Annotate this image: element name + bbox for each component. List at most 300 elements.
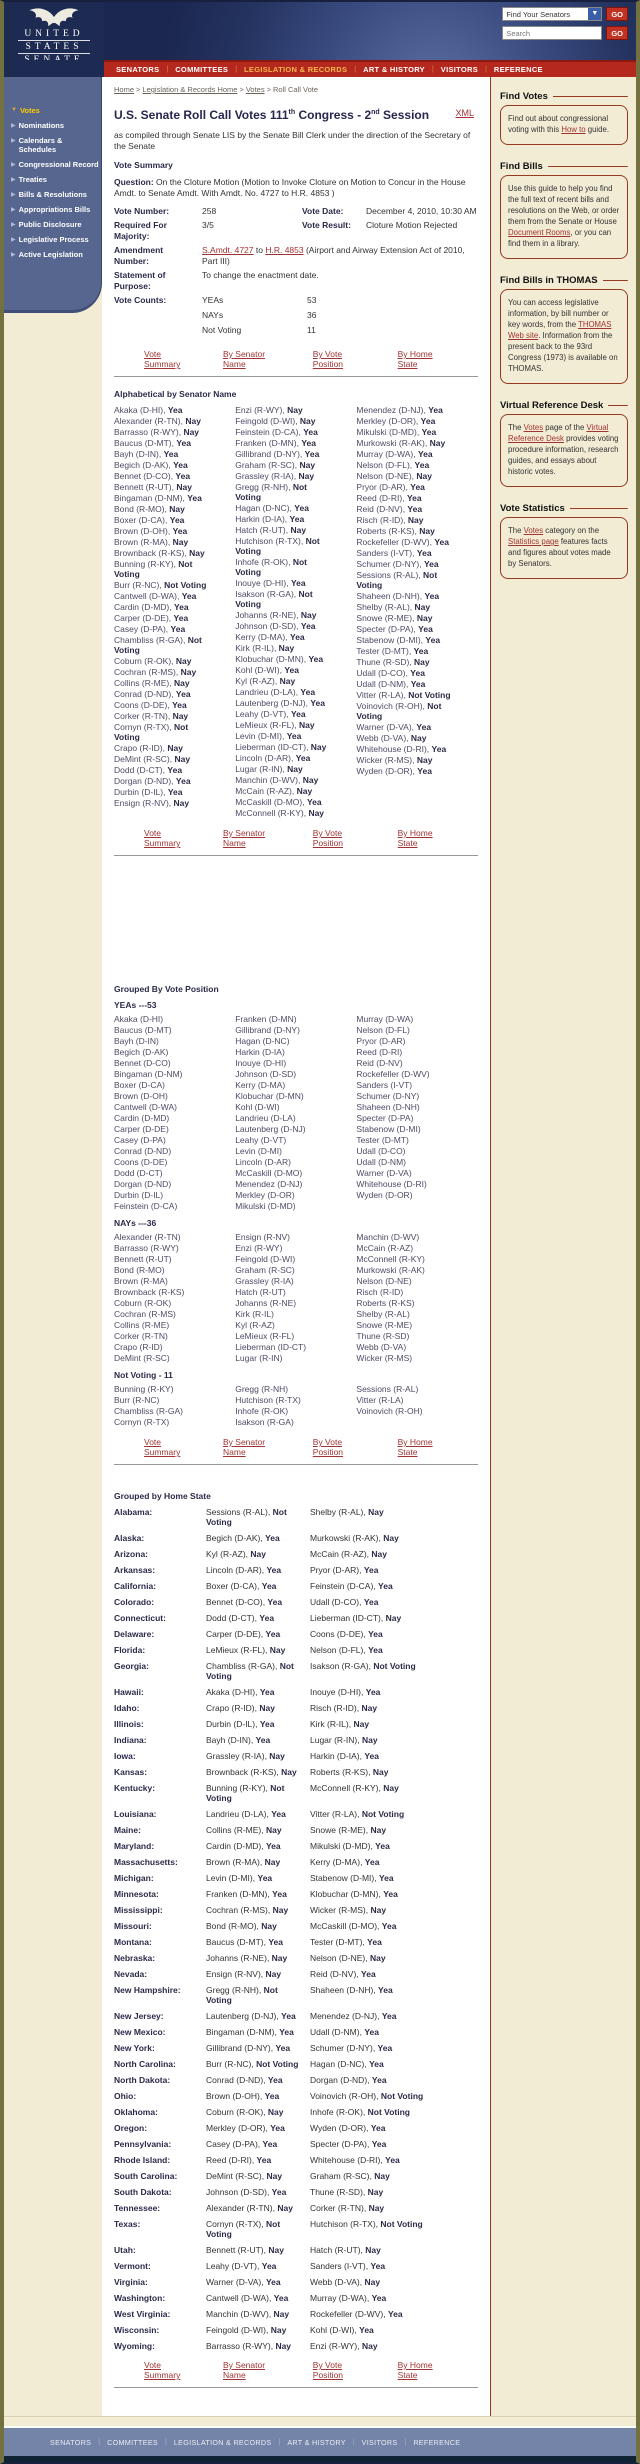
senator-name-entry: Webb (D-VA) (356, 1342, 407, 1352)
senator-vote-entry: Thune (R-SD), Nay (310, 2187, 384, 2197)
sidebar-box-title: Find Votes (500, 91, 628, 102)
state-label: Wisconsin: (114, 2325, 160, 2335)
senator-vote-entry: Johanns (R-NE), Nay (206, 1953, 288, 1963)
senator-vote-entry: Whitehouse (D-RI), Yea (356, 744, 447, 754)
senator-name-entry: Brownback (R-KS) (114, 1287, 185, 1297)
state-row (114, 1581, 478, 1591)
state-row (114, 1735, 478, 1745)
text-link[interactable]: How to (561, 125, 586, 134)
vote-count-row: NAYs 36 (202, 310, 317, 320)
senator-name-entry: Ensign (R-NV) (235, 1232, 290, 1242)
senator-vote-entry: Johnson (D-SD), Yea (235, 621, 316, 631)
sidebar-item-legislative-process[interactable] (4, 232, 101, 247)
senator-name-entry: Graham (R-SC) (235, 1265, 295, 1275)
senator-vote-entry: Durbin (D-IL), Yea (114, 787, 183, 797)
senator-name-entry: Cornyn (R-TX) (114, 1417, 170, 1427)
chevron-down-icon[interactable]: ▼ (588, 8, 601, 20)
senator-vote-entry: Johnson (D-SD), Yea (206, 2187, 287, 2197)
vote-date-value: December 4, 2010, 10:30 AM (366, 206, 477, 216)
vote-view-link-by-vote-position[interactable]: By Vote Position (312, 828, 344, 848)
sidebar-box-text (508, 297, 621, 374)
senator-vote-entry: Vitter (R-LA), Not Voting (356, 690, 451, 700)
sidebar-item-nominations[interactable] (4, 118, 101, 133)
vote-view-link-by-senator-name[interactable]: By Senator Name (223, 1437, 266, 1457)
senator-vote-entry: Bayh (D-IN), Yea (206, 1735, 271, 1745)
senator-name-entry: Kyl (R-AZ) (235, 1320, 275, 1330)
senator-vote-entry: Chambliss (R-GA), Not Voting (114, 635, 202, 655)
senator-vote-entry: Bennett (R-UT), Nay (206, 2245, 284, 2255)
senator-name-entry: Bennett (R-UT) (114, 1254, 172, 1264)
sidebar-item-active-legislation[interactable] (4, 247, 101, 262)
find-your-senators-select[interactable] (502, 7, 602, 21)
state-row (114, 1985, 478, 2005)
state-row (114, 1629, 478, 1639)
state-label: Kansas: (114, 1767, 148, 1777)
senator-vote-entry: Baucus (D-MT), Yea (114, 438, 192, 448)
senator-vote-entry: Corker (R-TN), Nay (310, 2203, 385, 2213)
nav-separator: | (404, 2438, 407, 2446)
senator-name-entry: Lincoln (D-AR) (235, 1157, 291, 1167)
senator-vote-entry: Wyden (D-OR), Yea (356, 766, 432, 776)
state-label: Idaho: (114, 1703, 140, 1713)
senator-name-entry: Bunning (R-KY) (114, 1384, 174, 1394)
footer-nav (4, 2426, 636, 2456)
chevron-right-icon: ▶ (11, 252, 16, 258)
senator-vote-entry: Hutchison (R-TX), Not Voting (235, 536, 320, 556)
chevron-right-icon: ▶ (11, 177, 16, 183)
vote-number-value: 258 (202, 206, 217, 216)
state-label: Oregon: (114, 2123, 148, 2133)
senator-vote-entry: Dodd (D-CT), Yea (206, 1613, 275, 1623)
state-row (114, 1533, 478, 1543)
senator-vote-entry: Ensign (R-NV), Nay (206, 1969, 282, 1979)
state-row (114, 1905, 478, 1915)
not-voting-list (114, 1384, 478, 1428)
senator-vote-entry: Kerry (D-MA), Yea (235, 632, 305, 642)
senator-vote-entry: Coburn (R-OK), Nay (114, 656, 192, 666)
state-label: Wyoming: (114, 2341, 155, 2351)
senator-name-entry: Udall (D-CO) (356, 1146, 406, 1156)
text-link[interactable]: Votes (523, 526, 544, 535)
nav-item-senators[interactable]: SENATORS (50, 2437, 92, 2447)
senator-vote-entry: Bennett (R-UT), Nay (114, 482, 192, 492)
nav-separator: | (485, 66, 487, 73)
breadcrumb-item: Roll Call Vote (273, 85, 319, 94)
amendment-number-value (202, 245, 478, 267)
nav-item-art-history[interactable]: ART & HISTORY (287, 2437, 346, 2447)
senator-vote-entry: Levin (D-MI), Yea (235, 731, 302, 741)
vote-count-row: YEAs 53 (202, 295, 317, 305)
senator-vote-entry: McCaskill (D-MO), Yea (235, 797, 322, 807)
senator-vote-entry: Isakson (R-GA), Not Voting (310, 1661, 416, 1671)
senator-vote-entry: Landrieu (D-LA), Yea (235, 687, 316, 697)
breadcrumb-separator: > (266, 85, 271, 94)
divider (114, 376, 478, 377)
vote-links-row (144, 1437, 478, 1457)
vote-view-link-by-vote-position[interactable]: By Vote Position (312, 2360, 344, 2380)
senator-vote-entry: Wicker (R-MS), Nay (356, 755, 433, 765)
vote-view-link-by-vote-position[interactable]: By Vote Position (312, 349, 344, 369)
senator-vote-entry: Coons (D-DE), Yea (310, 1629, 383, 1639)
state-label: Vermont: (114, 2261, 151, 2271)
senator-vote-entry: Shaheen (D-NH), Yea (356, 591, 440, 601)
state-row (114, 1857, 478, 1867)
text-link[interactable]: Statistics page (508, 537, 559, 546)
state-label: New Jersey: (114, 2011, 164, 2021)
senator-name-entry: Dorgan (D-ND) (114, 1179, 172, 1189)
senator-name-entry: LeMieux (R-FL) (235, 1331, 295, 1341)
alphabetical-list (114, 405, 478, 819)
vote-view-link-by-home-state[interactable]: By Home State (397, 828, 433, 848)
nav-item-art-history[interactable]: ART & HISTORY (363, 65, 425, 74)
nav-item-visitors[interactable]: VISITORS (440, 65, 479, 74)
senator-vote-entry: Risch (R-ID), Nay (310, 1703, 378, 1713)
breadcrumb-item[interactable]: Votes (245, 85, 265, 94)
senator-vote-entry: Cochran (R-MS), Nay (114, 667, 197, 677)
senator-vote-entry: Nelson (D-NE), Nay (310, 1953, 386, 1963)
senator-name-entry: Bennet (D-CO) (114, 1058, 171, 1068)
sidebar-item-calendars-schedules[interactable] (4, 133, 101, 157)
senator-vote-entry: Carper (D-DE), Yea (114, 613, 189, 623)
state-label: Hawaii: (114, 1687, 144, 1697)
senator-vote-entry: Warner (D-VA), Yea (206, 2277, 281, 2287)
senator-name-entry: Kirk (R-IL) (235, 1309, 274, 1319)
vote-view-link-by-senator-name[interactable]: By Senator Name (223, 349, 266, 369)
vote-view-link-by-home-state[interactable]: By Home State (397, 2360, 433, 2380)
senator-vote-entry: Nelson (D-FL), Yea (310, 1645, 383, 1655)
senator-vote-entry: Kirk (R-IL), Nay (235, 643, 295, 653)
senator-vote-entry: Cardin (D-MD), Yea (114, 602, 189, 612)
senator-vote-entry: Grassley (R-IA), Nay (235, 471, 315, 481)
senator-vote-entry: Udall (D-CO), Yea (356, 668, 425, 678)
nav-item-senators[interactable]: SENATORS (116, 65, 160, 74)
statement-of-purpose-value: To change the enactment date. (202, 270, 319, 280)
senator-vote-entry: Wicker (R-MS), Nay (310, 1905, 387, 1915)
state-row (114, 2309, 478, 2319)
senator-name-entry: Schumer (D-NY) (356, 1091, 420, 1101)
senator-vote-entry: Merkley (D-OR), Yea (206, 2123, 285, 2133)
vote-view-link-by-vote-position[interactable]: By Vote Position (312, 1437, 344, 1457)
nav-separator: | (431, 66, 434, 73)
senator-name-entry: Levin (D-MI) (235, 1146, 282, 1156)
senator-vote-entry: Boxer (D-CA), Yea (114, 515, 185, 525)
divider (114, 855, 478, 856)
state-row (114, 2123, 478, 2133)
left-sidebar (4, 77, 102, 2416)
senator-name-entry: Tester (D-MT) (356, 1135, 409, 1145)
senator-vote-entry: Wyden (D-OR), Yea (310, 2123, 386, 2133)
senator-vote-entry: Enzi (R-WY), Nay (235, 405, 303, 415)
question: Question: On the Cloture Motion (Motion to Invoke Cloture on Motion to Concur in the House Amdt. to Senate Amdt. With Amdt. No. 4727 to H.R. 4853 ) (114, 177, 466, 198)
senate-logo[interactable] (4, 2, 104, 60)
vote-view-link-by-senator-name[interactable]: By Senator Name (223, 828, 266, 848)
state-label: Pennsylvania: (114, 2139, 172, 2149)
text-segment: guide. (585, 125, 610, 134)
senator-vote-entry: Lincoln (D-AR), Yea (206, 1565, 282, 1575)
state-row (114, 1953, 478, 1963)
nav-separator: | (166, 66, 169, 73)
text-segment: Find out about congressional voting with this (508, 114, 609, 134)
state-label: Maryland: (114, 1841, 155, 1851)
senator-vote-entry: McConnell (R-KY), Nay (310, 1783, 399, 1793)
senator-vote-entry: Grassley (R-IA), Nay (206, 1751, 285, 1761)
senator-vote-entry: Burr (R-NC), Not Voting (114, 580, 207, 590)
senator-vote-entry: Brownback (R-KS), Nay (114, 548, 205, 558)
vote-view-link-by-home-state[interactable]: By Home State (397, 349, 433, 369)
required-majority-value: 3/5 (202, 220, 214, 230)
senator-vote-entry: Udall (D-NM), Yea (356, 679, 426, 689)
text-segment: category on the (543, 526, 600, 535)
senator-vote-entry: Begich (D-AK), Yea (114, 460, 188, 470)
senator-vote-entry: Specter (D-PA), Yea (356, 624, 433, 634)
senator-name-entry: Crapo (R-ID) (114, 1342, 163, 1352)
text-segment: , or you can find them in a library. (508, 228, 612, 248)
sidebar-box-virtual-reference-desk (500, 400, 628, 487)
senator-vote-entry: Bunning (R-KY), Not Voting (114, 559, 193, 579)
senator-vote-entry: DeMint (R-SC), Nay (114, 754, 191, 764)
sidebar-item-appropriations-bills[interactable] (4, 202, 101, 217)
nav-separator: | (235, 66, 238, 73)
statement-of-purpose-row: Statement of Purpose: To change the enactment date. (114, 270, 478, 292)
senator-vote-entry: Menendez (D-NJ), Yea (310, 2011, 397, 2021)
vote-result-value: Cloture Motion Rejected (366, 220, 458, 230)
senator-vote-entry: Warner (D-VA), Yea (356, 722, 432, 732)
state-label: Iowa: (114, 1751, 136, 1761)
senator-vote-entry: Reed (D-RI), Yea (206, 2155, 272, 2165)
senator-name-entry: Inouye (D-HI) (235, 1058, 287, 1068)
nays-list (114, 1232, 478, 1364)
text-link[interactable]: S.Amdt. 4727 (202, 245, 254, 255)
nav-item-reference[interactable]: REFERENCE (493, 65, 543, 74)
senator-name-entry: Carper (D-DE) (114, 1124, 169, 1134)
senator-name-entry: Isakson (R-GA) (235, 1417, 294, 1427)
state-label: Illinois: (114, 1719, 144, 1729)
state-row (114, 2091, 478, 2101)
senator-vote-entry: Graham (R-SC), Nay (310, 2171, 390, 2181)
senator-name-entry: Voinovich (R-OH) (356, 1406, 423, 1416)
text-segment: provides voting procedure information, research guides, and essays about historic votes. (508, 434, 619, 476)
senator-name-entry: Risch (R-ID) (356, 1287, 404, 1297)
senator-vote-entry: Graham (R-SC), Nay (235, 460, 316, 470)
state-row (114, 2325, 478, 2335)
senator-vote-entry: Kerry (D-MA), Yea (310, 1857, 380, 1867)
breadcrumb-item[interactable]: Home (114, 85, 135, 94)
state-label: Virginia: (114, 2277, 148, 2287)
senator-name-entry: Grassley (R-IA) (235, 1276, 294, 1286)
senator-vote-entry: Boxer (D-CA), Yea (206, 1581, 277, 1591)
vote-view-link-vote-summary[interactable]: Vote Summary (144, 1437, 181, 1457)
state-label: Kentucky: (114, 1783, 156, 1793)
sidebar-box-vote-statistics (500, 503, 628, 579)
sidebar-item-label: Public Disclosure (18, 220, 82, 229)
state-label: Massachusetts: (114, 1857, 178, 1867)
nav-item-committees[interactable]: COMMITTEES (175, 65, 229, 74)
senator-vote-entry: Inhofe (R-OK), Not Voting (310, 2107, 410, 2117)
senator-vote-entry: Roberts (R-KS), Nay (310, 1767, 389, 1777)
senator-vote-entry: Alexander (R-TN), Nay (114, 416, 201, 426)
sidebar-item-label: Nominations (18, 121, 65, 130)
senator-vote-entry: Harkin (D-IA), Yea (235, 514, 305, 524)
senator-vote-entry: Franken (D-MN), Yea (235, 438, 316, 448)
text-link[interactable]: H.R. 4853 (265, 245, 304, 255)
senator-vote-entry: Murkowski (R-AK), Nay (310, 1533, 399, 1543)
senator-name-entry: McCain (R-AZ) (356, 1243, 414, 1253)
search-input[interactable] (502, 26, 602, 40)
senator-vote-entry: Lieberman (ID-CT), Nay (235, 742, 327, 752)
senator-name-entry: Wyden (D-OR) (356, 1190, 413, 1200)
senator-vote-entry: Feinstein (D-CA), Yea (310, 1581, 393, 1591)
state-label: Montana: (114, 1937, 152, 1947)
senator-vote-entry: Feingold (D-WI), Nay (235, 416, 316, 426)
sidebar-box-find-votes (500, 91, 628, 145)
senator-vote-entry: Franken (D-MN), Yea (206, 1889, 287, 1899)
senator-vote-entry: Brownback (R-KS), Nay (206, 1767, 297, 1777)
sidebar-item-label: Active Legislation (18, 250, 83, 259)
senator-vote-entry: Kirk (R-IL), Nay (310, 1719, 370, 1729)
senator-vote-entry: Feinstein (D-CA), Yea (235, 427, 318, 437)
senator-name-entry: Nelson (D-NE) (356, 1276, 412, 1286)
senator-vote-entry: Enzi (R-WY), Nay (310, 2341, 378, 2351)
text-segment: to (253, 245, 266, 255)
senator-name-entry: Landrieu (D-LA) (235, 1113, 296, 1123)
senator-vote-entry: Vitter (R-LA), Not Voting (310, 1809, 405, 1819)
nav-item-committees[interactable]: COMMITTEES (107, 2437, 159, 2447)
senator-name-entry: Sanders (I-VT) (356, 1080, 413, 1090)
find-senators-go-button[interactable]: GO (606, 7, 628, 21)
senator-name-entry: Snowe (R-ME) (356, 1320, 413, 1330)
senator-vote-entry: Dodd (D-CT), Yea (114, 765, 183, 775)
nav-item-reference[interactable]: REFERENCE (413, 2437, 461, 2447)
text-link[interactable]: Document Rooms (508, 228, 571, 237)
primary-nav-row (4, 60, 636, 77)
senator-vote-entry: Harkin (D-IA), Yea (310, 1751, 379, 1761)
state-row (114, 1783, 478, 1803)
sidebar-box-find-bills-in-thomas (500, 275, 628, 384)
senator-vote-entry: DeMint (R-SC), Nay (206, 2171, 283, 2181)
nav-spacer (4, 60, 104, 77)
sidebar-item-bills-resolutions[interactable] (4, 187, 101, 202)
state-row (114, 1751, 478, 1761)
nav-item-visitors[interactable]: VISITORS (361, 2437, 398, 2447)
senator-vote-entry: Conrad (D-ND), Yea (114, 689, 191, 699)
sidebar-item-public-disclosure[interactable] (4, 217, 101, 232)
senator-name-entry: Nelson (D-FL) (356, 1025, 410, 1035)
senator-name-entry: Manchin (D-WV) (356, 1232, 420, 1242)
senator-vote-entry: Lieberman (ID-CT), Nay (310, 1613, 402, 1623)
state-row (114, 2059, 478, 2069)
state-label: New Hampshire: (114, 1985, 181, 1995)
sidebar-box-find-bills (500, 161, 628, 259)
senator-vote-entry: Inhofe (R-OK), Not Voting (235, 557, 308, 577)
senator-name-entry: Whitehouse (D-RI) (356, 1179, 427, 1189)
page-title: U.S. Senate Roll Call Votes 111th Congress - 2nd Session (114, 108, 430, 122)
state-row (114, 1889, 478, 1899)
senator-vote-entry: Schumer (D-NY), Yea (356, 559, 439, 569)
nav-separator: | (165, 2438, 167, 2446)
senator-vote-entry: Isakson (R-GA), Not Voting (235, 589, 313, 609)
senator-vote-entry: Gillibrand (D-NY), Yea (235, 449, 320, 459)
state-label: Arkansas: (114, 1565, 156, 1575)
sidebar-box-title: Virtual Reference Desk (500, 400, 628, 411)
required-majority-row: Required For Majority: 3/5 Vote Result: Cloture Motion Rejected (114, 220, 478, 242)
senator-name-entry: Hagan (D-NC) (235, 1036, 290, 1046)
senator-vote-entry: Bayh (D-IN), Yea (114, 449, 179, 459)
vote-view-link-vote-summary[interactable]: Vote Summary (144, 2360, 181, 2380)
senator-vote-entry: Lugar (R-IN), Nay (235, 764, 303, 774)
state-row (114, 2245, 478, 2255)
senator-name-entry: Cochran (R-MS) (114, 1309, 176, 1319)
state-label: Nebraska: (114, 1953, 156, 1963)
senator-vote-entry: Lautenberg (D-NJ), Yea (235, 698, 325, 708)
state-row (114, 1825, 478, 1835)
senator-vote-entry: Klobuchar (D-MN), Yea (310, 1889, 398, 1899)
sidebar-item-congressional-record[interactable] (4, 157, 101, 172)
amendment-number-row: Amendment Number: S.Amdt. 4727 to H.R. 4853 (Airport and Airway Extension Act of 2010, Part III) (114, 245, 478, 267)
state-label: New Mexico: (114, 2027, 166, 2037)
senator-vote-entry: McConnell (R-KY), Nay (235, 808, 325, 818)
state-label: Texas: (114, 2219, 141, 2229)
senator-vote-entry: Collins (R-ME), Nay (206, 1825, 282, 1835)
senator-vote-entry: Casey (D-PA), Yea (206, 2139, 278, 2149)
sidebar-item-treaties[interactable] (4, 172, 101, 187)
chevron-right-icon: ▶ (11, 222, 16, 228)
senator-vote-entry: Bingaman (D-NM), Yea (114, 493, 202, 503)
senator-vote-entry: Thune (R-SD), Nay (356, 657, 430, 667)
sidebar-box-text (508, 113, 621, 135)
text-link[interactable]: Virtual Reference Desk (508, 423, 609, 443)
divider (114, 1464, 478, 1465)
nav-item-legislation-records[interactable]: LEGISLATION & RECORDS (244, 65, 348, 74)
state-label: Colorado: (114, 1597, 155, 1607)
nav-item-legislation-records[interactable]: LEGISLATION & RECORDS (173, 2437, 272, 2447)
state-row (114, 1719, 478, 1729)
nays-heading: NAYs ---36 (114, 1218, 157, 1228)
senator-vote-entry: Menendez (D-NJ), Yea (356, 405, 443, 415)
senator-name-entry: Sessions (R-AL) (356, 1384, 419, 1394)
senator-vote-entry: Whitehouse (D-RI), Yea (310, 2155, 400, 2165)
breadcrumb-separator: > (136, 85, 141, 94)
vote-view-link-by-home-state[interactable]: By Home State (397, 1437, 433, 1457)
sidebar-item-votes[interactable] (4, 103, 101, 118)
state-row (114, 1873, 478, 1883)
senator-vote-entry: Cantwell (D-WA), Yea (206, 2293, 289, 2303)
vote-view-link-vote-summary[interactable]: Vote Summary (144, 828, 181, 848)
text-link[interactable]: THOMAS Web site (508, 320, 612, 340)
search-go-button[interactable]: GO (606, 26, 628, 40)
senator-vote-entry: Tester (D-MT), Yea (356, 646, 429, 656)
text-segment: The (508, 423, 524, 432)
state-label: South Carolina: (114, 2171, 178, 2181)
breadcrumb-item[interactable]: Legislation & Records Home (142, 85, 238, 94)
text-segment: Use this guide to help you find the full text of recent bills and resolutions on the Web, or order them from the Senate or House (508, 184, 620, 226)
senator-vote-entry: Snowe (R-ME), Nay (356, 613, 433, 623)
senator-name-entry: Boxer (D-CA) (114, 1080, 166, 1090)
state-row (114, 1937, 478, 1947)
state-row (114, 2139, 478, 2149)
senator-vote-entry: Manchin (D-WV), Nay (235, 775, 319, 785)
header (4, 2, 636, 60)
senator-name-entry: Reid (D-NV) (356, 1058, 403, 1068)
text-segment: The (508, 526, 524, 535)
senator-name-entry: DeMint (R-SC) (114, 1353, 170, 1363)
state-label: Rhode Island: (114, 2155, 171, 2165)
senator-vote-entry: Hutchison (R-TX), Not Voting (310, 2219, 423, 2229)
senator-name-entry: Stabenow (D-MI) (356, 1124, 421, 1134)
text-link[interactable]: Votes (523, 423, 544, 432)
vote-view-link-by-senator-name[interactable]: By Senator Name (223, 2360, 266, 2380)
xml-link[interactable]: XML (455, 108, 474, 118)
vote-view-link-vote-summary[interactable]: Vote Summary (144, 349, 181, 369)
